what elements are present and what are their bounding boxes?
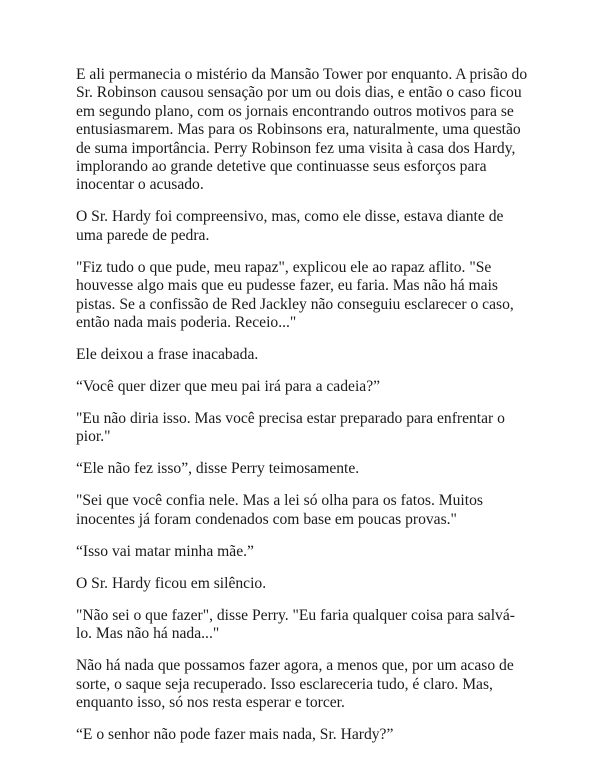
paragraph: Não há nada que possamos fazer agora, a menos que, por um acaso de sorte, o saque seja recuperado. Isso esclareceria tudo, é claro. Mas, enquanto isso, só nos resta esperar e torcer.	[76, 657, 514, 712]
paragraph: “Isso vai matar minha mãe.”	[76, 542, 254, 560]
paragraph: "Sei que você confia nele. Mas a lei só olha para os fatos. Muitos inocentes já foram condenados com base em poucas provas."	[76, 492, 483, 528]
paragraph: O Sr. Hardy foi compreensivo, mas, como ele disse, estava diante de uma parede de pedra.	[76, 208, 504, 244]
paragraph: "Não sei o que fazer", disse Perry. "Eu faria qualquer coisa para salvá-lo. Mas não há nada..."	[76, 606, 515, 643]
paragraph: “Você quer dizer que meu pai irá para a cadeia?”	[76, 378, 381, 396]
paragraph: E ali permanecia o mistério da Mansão Tower por enquanto. A prisão do Sr. Robinson causou sensação por um ou dois dias, e então o caso ficou em segundo plano, com os jornais encontrando outros motivos para se entusiasmarem. Mas para os Robinsons era, naturalmente, uma questão de suma importância. Perry Robinson fez uma visita à casa dos Hardy, implorando ao grande detetive que continuasse seus esforços para inocentar o acusado.	[76, 66, 528, 194]
paragraph: "Fiz tudo o que pude, meu rapaz", explicou ele ao rapaz aflito. "Se houvesse algo mais que eu pudesse fazer, eu faria. Mas não há mais pistas. Se a confissão de Red Jackley não conseguiu esclarecer o caso, então nada mais poderia. Receio..."	[76, 258, 514, 332]
paragraph: “E o senhor não pode fazer mais nada, Sr. Hardy?”	[76, 726, 394, 744]
paragraph: O Sr. Hardy ficou em silêncio.	[76, 574, 267, 592]
paragraph: Ele deixou a frase inacabada.	[76, 346, 259, 364]
paragraph: "Eu não diria isso. Mas você precisa estar preparado para enfrentar o pior."	[76, 410, 505, 446]
paragraph: “Ele não fez isso”, disse Perry teimosamente.	[76, 460, 360, 478]
document-page	[76, 66, 530, 758]
